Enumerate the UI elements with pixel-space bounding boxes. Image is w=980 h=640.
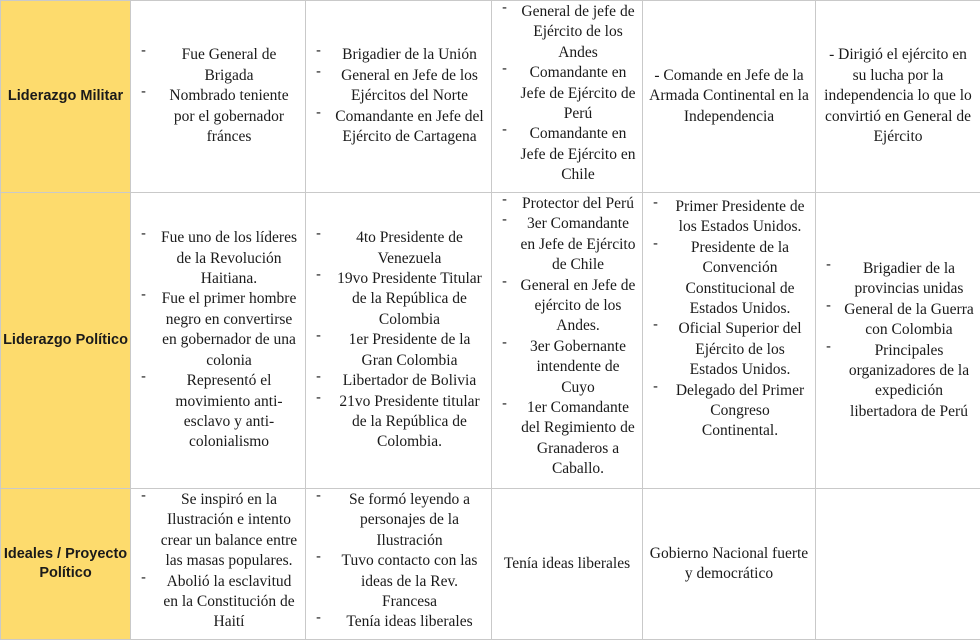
cell-text: - Dirigió el ejército en su lucha por la independencia lo que lo convirtió en General de Ejército: [824, 46, 972, 145]
list-item: - Se formó leyendo a personajes de la Ilustración: [312, 490, 485, 551]
list-item: - Oficial Superior del Ejército de los Estados Unidos.: [649, 319, 809, 380]
table-cell: [306, 193, 492, 489]
bullet-list: [137, 228, 299, 452]
table-cell: [131, 489, 306, 640]
table-cell: [306, 1, 492, 193]
table-cell: [643, 193, 816, 489]
cell-text: Gobierno Nacional fuerte y democrático: [650, 545, 808, 582]
list-item: - Se inspiró en la Ilustración e intento crear un balance entre las masas populares.: [137, 490, 299, 572]
bullet-list: [649, 197, 809, 442]
list-item: - Representó el movimiento anti-esclavo y anti-colonialismo: [137, 371, 299, 453]
list-item: - Fue el primer hombre negro en convertirse en gobernador de una colonia: [137, 289, 299, 371]
table-cell: [816, 489, 980, 640]
list-item: - Tenía ideas liberales: [312, 612, 485, 632]
list-item: - Comandante en Jefe de Ejército de Perú: [498, 63, 636, 124]
table-cell: [306, 489, 492, 640]
list-item: - Protector del Perú: [498, 194, 636, 214]
list-item: - Comandante en Jefe de Ejército en Chile: [498, 124, 636, 185]
list-item: - General en Jefe de los Ejércitos del Norte: [312, 66, 485, 107]
bullet-list: [312, 228, 485, 452]
list-item: - Brigadier de la Unión: [312, 45, 485, 65]
list-item: - General en Jefe de ejército de los Andes.: [498, 276, 636, 337]
list-item: - Fue General de Brigada: [137, 45, 299, 86]
list-item: - Tuvo contacto con las ideas de la Rev. Francesa: [312, 551, 485, 612]
list-item: - Principales organizadores de la expedición libertadora de Perú: [822, 341, 974, 423]
bullet-list: [498, 2, 636, 186]
bullet-list: [312, 490, 485, 633]
table-cell: [492, 1, 643, 193]
table-cell: [643, 489, 816, 640]
list-item: - Libertador de Bolivia: [312, 371, 485, 391]
table-row-military-leadership: [1, 1, 980, 193]
table-cell: [492, 193, 643, 489]
list-item: - Comandante en Jefe del Ejército de Cartagena: [312, 107, 485, 148]
list-item: - Primer Presidente de los Estados Unidos.: [649, 197, 809, 238]
bullet-list: [137, 45, 299, 147]
list-item: - 4to Presidente de Venezuela: [312, 228, 485, 269]
table-cell: [643, 1, 816, 193]
table-cell: [816, 193, 980, 489]
table-cell: [816, 1, 980, 193]
bullet-list: [822, 259, 974, 422]
bullet-list: [137, 490, 299, 633]
cell-text: - Comande en Jefe de la Armada Continental en la Independencia: [649, 67, 809, 125]
list-item: - Nombrado teniente por el gobernador fránces: [137, 86, 299, 147]
bullet-list: [498, 194, 636, 480]
list-item: - Brigadier de la provincias unidas: [822, 259, 974, 300]
list-item: - General de la Guerra con Colombia: [822, 300, 974, 341]
list-item: - 3er Comandante en Jefe de Ejército de Chile: [498, 214, 636, 275]
table-body: [1, 1, 980, 640]
cell-text: Tenía ideas liberales: [504, 555, 630, 572]
list-item: - 19vo Presidente Titular de la República de Colombia: [312, 269, 485, 330]
row-header: Liderazgo Político: [1, 193, 131, 489]
list-item: - Presidente de la Convención Constitucional de Estados Unidos.: [649, 238, 809, 320]
list-item: - 1er Presidente de la Gran Colombia: [312, 330, 485, 371]
table-cell: [131, 1, 306, 193]
table-row-political-leadership: [1, 193, 980, 489]
table-row-ideals: [1, 489, 980, 640]
list-item: - Abolió la esclavitud en la Constitución de Haití: [137, 572, 299, 633]
list-item: - 21vo Presidente titular de la República de Colombia.: [312, 392, 485, 453]
list-item: - 3er Gobernante intendente de Cuyo: [498, 337, 636, 398]
list-item: - Delegado del Primer Congreso Continental.: [649, 381, 809, 442]
table-cell: [492, 489, 643, 640]
bullet-list: [312, 45, 485, 147]
list-item: - Fue uno de los líderes de la Revolución Haitiana.: [137, 228, 299, 289]
list-item: - 1er Comandante del Regimiento de Granaderos a Caballo.: [498, 398, 636, 480]
row-header: Ideales / Proyecto Político: [1, 489, 131, 640]
list-item: - General de jefe de Ejército de los Andes: [498, 2, 636, 63]
row-header: Liderazgo Militar: [1, 1, 131, 193]
table-cell: [131, 193, 306, 489]
